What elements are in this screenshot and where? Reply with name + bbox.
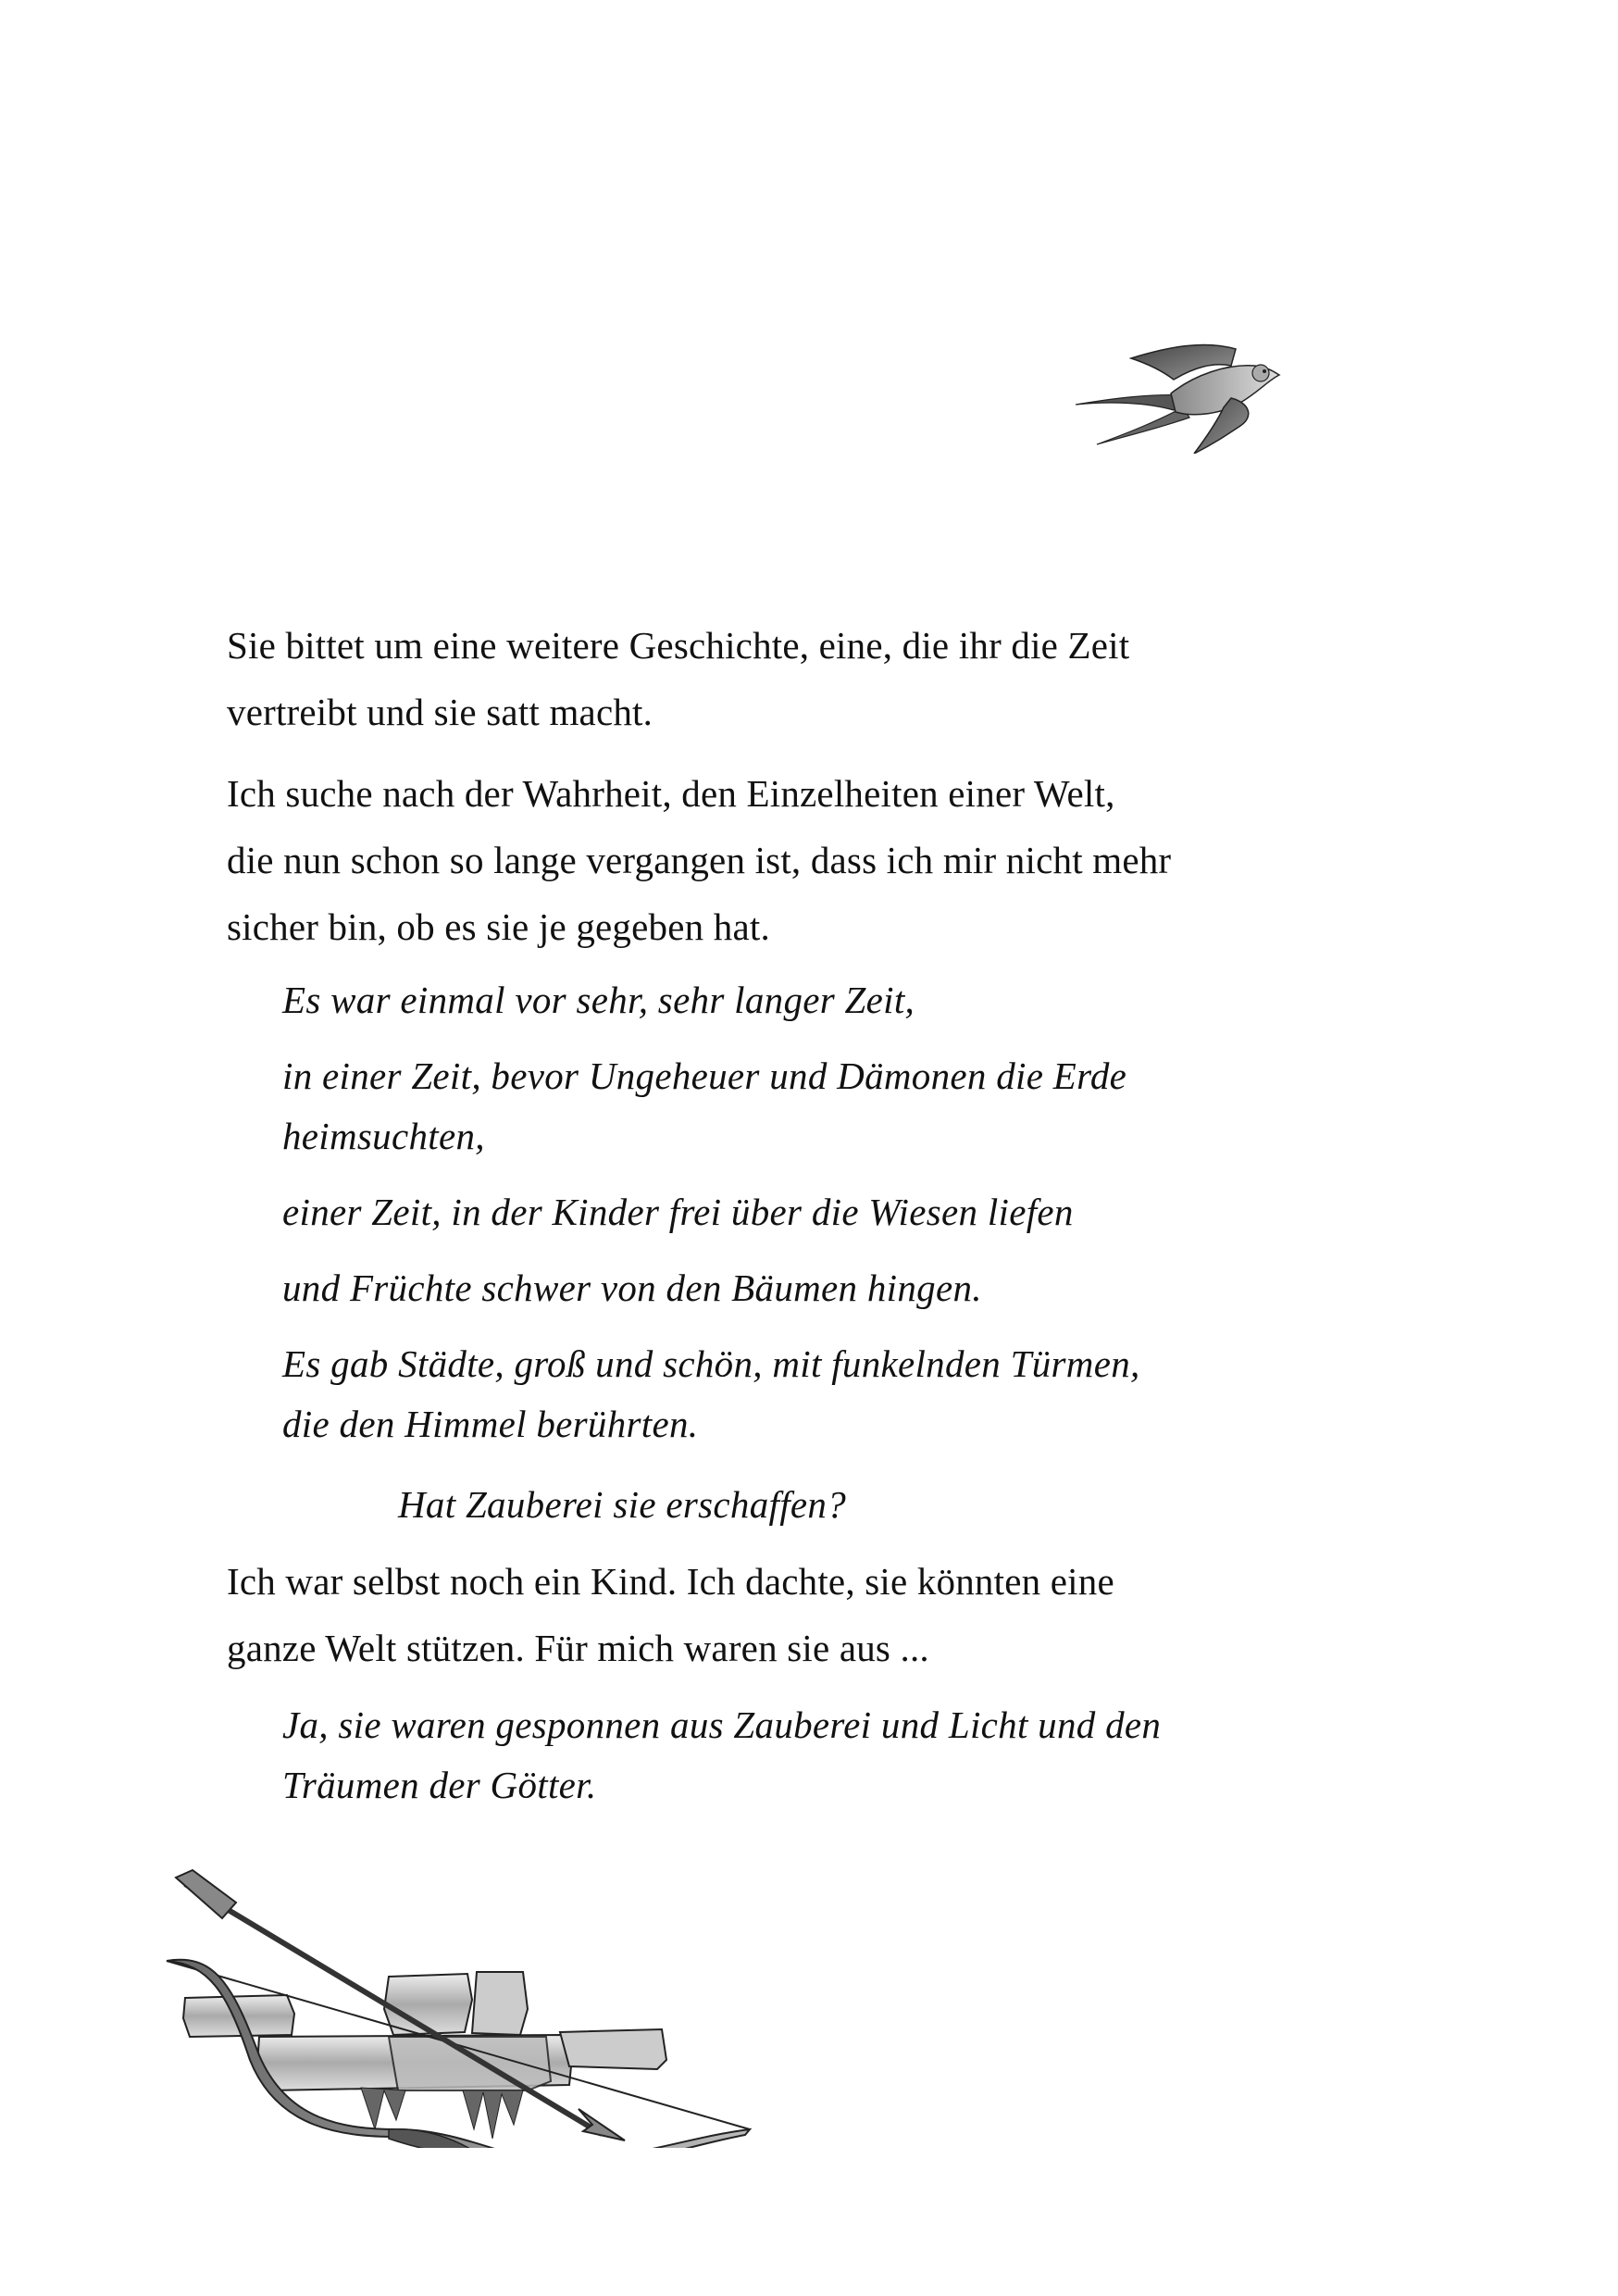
poem-line: in einer Zeit, bevor Ungeheuer und Dämonen die Erde (282, 1054, 1127, 1097)
text-line: Ich suche nach der Wahrheit, den Einzelheiten einer Welt, (227, 772, 1115, 815)
poem-line: heimsuchten, (282, 1115, 485, 1157)
text-line: Ich war selbst noch ein Kind. Ich dachte, sie könnten eine (227, 1560, 1114, 1603)
text-line: die nun schon so lange vergangen ist, dass ich mir nicht mehr (227, 839, 1172, 881)
text-line: ganze Welt stützen. Für mich waren sie aus ... (227, 1627, 929, 1669)
text-line: sicher bin, ob es sie je gegeben hat. (227, 905, 770, 948)
swallow-illustration (1064, 329, 1287, 454)
poem-line: Hat Zauberei sie erschaffen? (398, 1483, 847, 1526)
poem-line: und Früchte schwer von den Bäumen hingen. (282, 1267, 982, 1309)
poem-line: Es war einmal vor sehr, sehr langer Zeit, (282, 979, 915, 1021)
poem-line: Träumen der Götter. (282, 1764, 597, 1806)
bow-arrow-wall-illustration (157, 1852, 759, 2148)
poem-line: einer Zeit, in der Kinder frei über die Wiesen liefen (282, 1191, 1074, 1233)
poem-line: Es gab Städte, groß und schön, mit funkelnden Türmen, (282, 1342, 1140, 1385)
poem-line: Ja, sie waren gesponnen aus Zauberei und Licht und den (282, 1703, 1162, 1746)
text-line: Sie bittet um eine weitere Geschichte, eine, die ihr die Zeit (227, 624, 1130, 667)
poem-line: die den Himmel berührten. (282, 1403, 699, 1445)
text-line: vertreibt und sie satt macht. (227, 691, 653, 733)
